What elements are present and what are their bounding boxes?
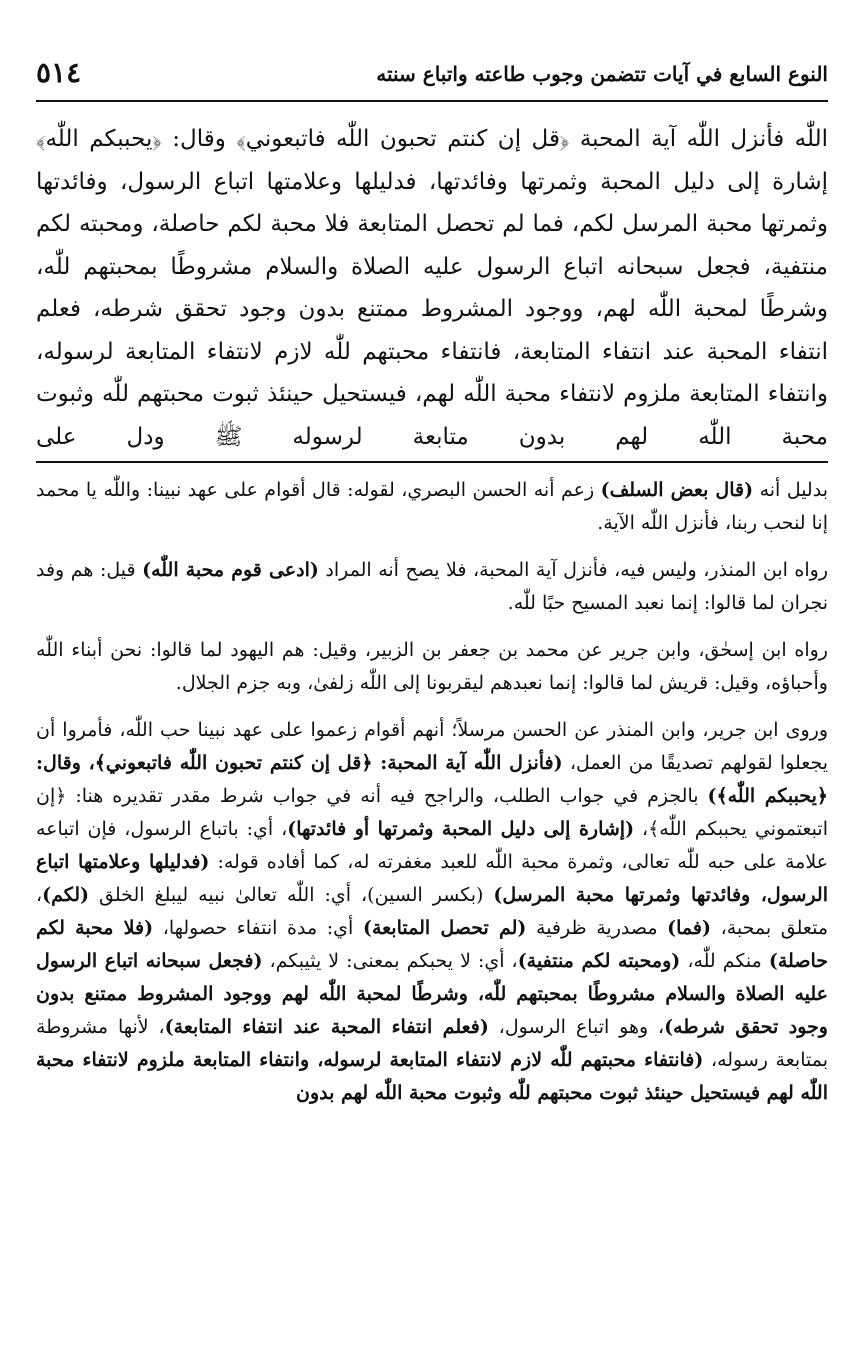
quoted-phrase: (فانتفاء محبتهم للّٰه لازم لانتفاء المتابعة لرسوله، وانتفاء المتابعة ملزوم لانتفاء محبة اللّٰه لهم فيستحيل حينئذ ثبوت محبتهم للّٰه وثبوت محبة اللّٰه لهم بدون — [36, 1049, 828, 1104]
commentary-text: رواه ابن إسحٰق، وابن جرير عن محمد بن جعفر بن الزبير، وقيل: هم اليهود لما قالوا: نحن أبناء اللّٰه وأحباؤه، وقيل: قريش لما قالوا: إنما نعبدهم ليقربونا إلى اللّٰه زلفىٰ، وبه جزم الجلال. — [36, 639, 828, 694]
commentary-text: ، أي: لا يحبكم بمعنى: لا يثيبكم، — [262, 950, 518, 972]
quoted-phrase: (فجعل سبحانه اتباع الرسول عليه الصلاة والسلام مشروطًا بمحبتهم للّٰه، وشرطًا لمحبة اللّٰه لهم ووجود المشروط ممتنع بدون وجود تحقق شرطه) — [36, 950, 828, 1038]
commentary-block — [36, 474, 828, 1124]
quoted-phrase: (فدليلها وعلامتها اتباع الرسول، وفائدتها وثمرتها محبة المرسل) — [36, 851, 828, 906]
commentary-text: ، وهو اتباع الرسول، — [488, 1016, 665, 1038]
running-title: النوع السابع في آيات تتضمن وجوب طاعته واتباع سنته — [376, 62, 828, 86]
commentary-text: بدليل أنه — [753, 479, 828, 501]
commentary-text: (بكسر السين)، أي: اللّٰه تعالىٰ نبيه ليبلغ الخلق — [89, 884, 494, 906]
commentary-text: رواه ابن المنذر، وليس فيه، فأنزل آية المحبة، فلا يصح أنه المراد — [318, 559, 828, 581]
commentary-paragraph-3 — [36, 634, 828, 700]
quoted-phrase: (ومحبته لكم منتفية) — [517, 950, 681, 972]
quoted-phrase: (قال بعض السلف) — [600, 479, 754, 501]
quoted-phrase: (إشارة إلى دليل المحبة وثمرتها أو فائدتها) — [287, 818, 635, 840]
commentary-paragraph-1 — [36, 474, 828, 540]
commentary-text: بالجزم في جواب الطلب، والراجح فيه أنه في جواب شرط مقدر تقديره هنا: ﴿إن اتبعتموني يحببكم اللّٰه﴾، — [36, 785, 828, 840]
quoted-phrase: (لكم) — [42, 884, 90, 906]
commentary-text: أي: مدة انتفاء حصولها، — [153, 917, 363, 939]
main-text-block — [36, 118, 828, 458]
commentary-text: منكم للّٰه، — [680, 950, 769, 972]
commentary-text: ، لأنها مشروطة بمتابعة رسوله، — [36, 1016, 828, 1071]
main-paragraph: اللّٰه فأنزل اللّٰه آية المحبة ﴿قل إن كنتم تحبون اللّٰه فاتبعوني﴾ وقال: ﴿يحببكم اللّٰه﴾ إشارة إلى دليل المحبة وثمرتها وفائدتها، فدليلها وعلامتها اتباع الرسول، وفائدتها وثمرتها محبة المرسل لكم، فما لم تحصل المتابعة فلا محبة لكم حاصلة، ومحبته لكم منتفية، فجعل سبحانه اتباع الرسول عليه الصلاة والسلام مشروطًا بمحبتهم للّٰه، وشرطًا لمحبة اللّٰه لهم، ووجود المشروط ممتنع بدون وجود تحقق شرطه، فعلم انتفاء المحبة عند انتفاء المتابعة، فانتفاء محبتهم للّٰه لازم لانتفاء المتابعة لرسوله، وانتفاء المتابعة ملزوم لانتفاء محبة اللّٰه لهم، فيستحيل حينئذ ثبوت محبتهم للّٰه وثبوت محبة اللّٰه لهم بدون متابعة لرسوله ﷺ ودل على — [36, 126, 828, 450]
quoted-phrase: (فلا محبة لكم حاصلة) — [36, 917, 828, 972]
commentary-text: زعم أنه الحسن البصري، لقوله: قال أقوام على عهد نبينا: واللّٰه يا محمد إنا لنحب ربنا، فأنزل اللّٰه الآية. — [36, 479, 828, 534]
commentary-text: ، متعلق بمحبة، — [36, 884, 828, 939]
commentary-text: وروى ابن جرير، وابن المنذر عن الحسن مرسلاً؛ أنهم أقوام زعموا على عهد نبينا حب اللّٰه، فأمروا أن يجعلوا لقولهم تصديقًا من العمل، — [36, 719, 828, 774]
page-header — [36, 0, 828, 122]
commentary-text: مصدرية ظرفية — [526, 917, 668, 939]
commentary-paragraph-4 — [36, 714, 828, 1110]
main-text-divider — [36, 461, 828, 463]
quoted-phrase: (فأنزل اللّٰه آية المحبة: ﴿قل إن كنتم تحبون اللّٰه فاتبعوني﴾، وقال: ﴿يحببكم اللّٰه﴾) — [36, 752, 828, 807]
commentary-paragraph-2 — [36, 554, 828, 620]
quoted-phrase: (فما) — [667, 917, 711, 939]
commentary-text: ، أي: باتباع الرسول، فإن اتباعه علامة على حبه للّٰه تعالى، وثمرة محبة اللّٰه للعبد مغفرته له، كما أفاده قوله: — [36, 818, 828, 873]
quoted-phrase: (فعلم انتفاء المحبة عند انتفاء المتابعة) — [164, 1016, 489, 1038]
page-number: ٥١٤ — [36, 56, 82, 89]
commentary-text: قيل: هم وفد نجران لما قالوا: إنما نعبد المسيح حبًا للّٰه. — [36, 559, 828, 614]
quoted-phrase: (ادعى قوم محبة اللّٰه) — [142, 559, 319, 581]
header-divider — [36, 100, 828, 102]
quoted-phrase: (لم تحصل المتابعة) — [362, 917, 527, 939]
